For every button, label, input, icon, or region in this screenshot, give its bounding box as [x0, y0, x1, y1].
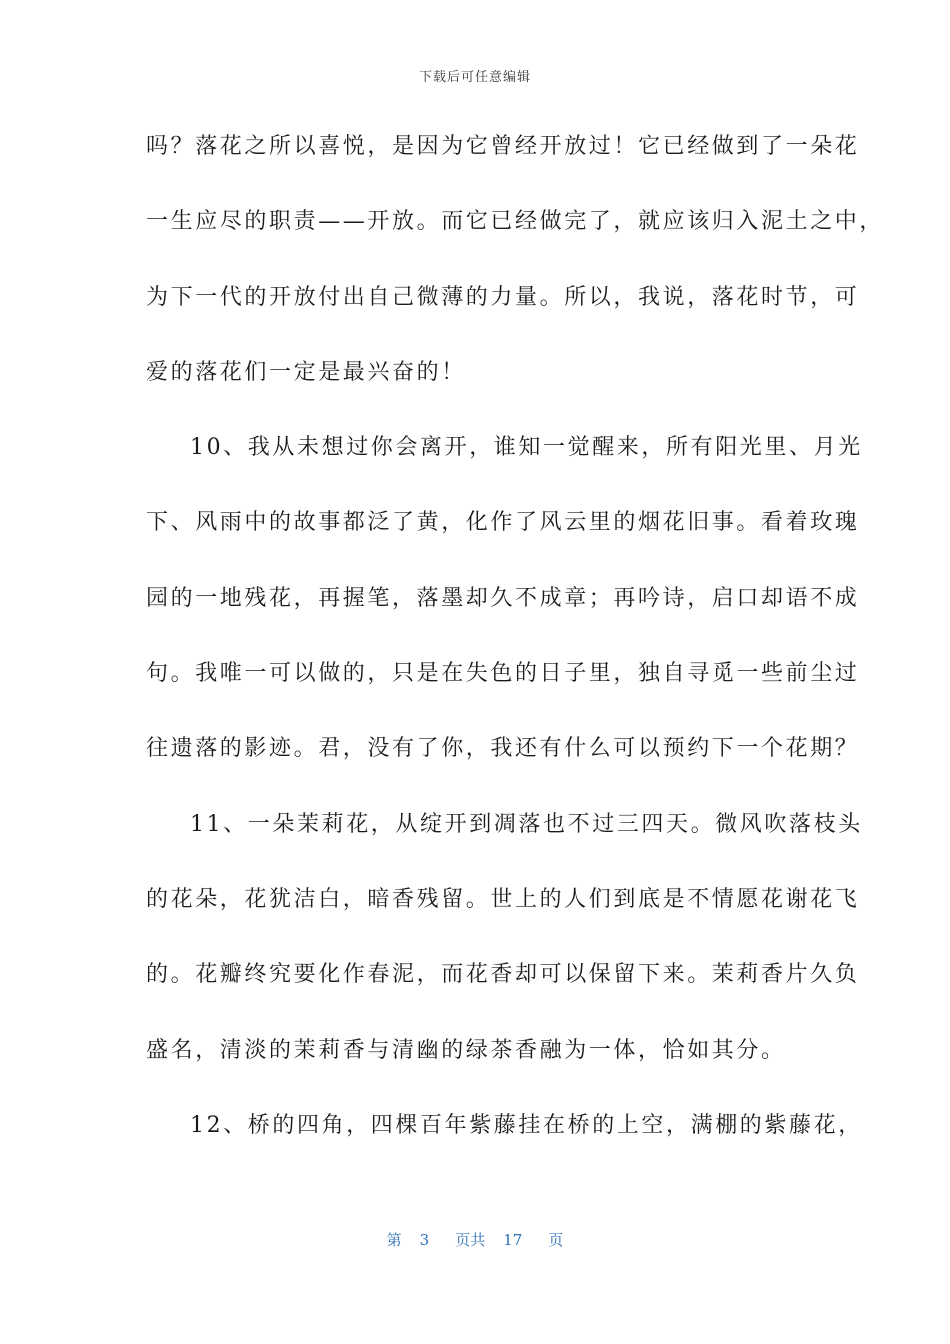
body-line: 往遗落的影迹。君，没有了你，我还有什么可以预约下一个花期？	[146, 736, 860, 762]
page-footer	[0, 1229, 950, 1250]
body-line: 一生应尽的职责——开放。而它已经做完了，就应该归入泥土之中，	[146, 209, 885, 235]
body-line: 句。我唯一可以做的，只是在失色的日子里，独自寻觅一些前尘过	[146, 661, 860, 687]
body-line: 的花朵，花犹洁白，暗香残留。世上的人们到底是不情愿花谢花飞	[146, 886, 860, 912]
body-line: 的。花瓣终究要化作春泥，而花香却可以保留下来。茉莉香片久负	[146, 962, 860, 988]
body-line: 园的一地残花，再握笔，落墨却久不成章；再吟诗，启口却语不成	[146, 585, 860, 611]
paragraph-12-start: 12、桥的四角，四棵百年紫藤挂在桥的上空，满棚的紫藤花，	[190, 1112, 863, 1138]
page-number: 3	[419, 1231, 430, 1249]
body-line: 爱的落花们一定是最兴奋的！	[146, 359, 466, 385]
page-header: 下载后可任意编辑	[418, 70, 531, 85]
body-line: 吗？落花之所以喜悦，是因为它曾经开放过！它已经做到了一朵花	[146, 134, 860, 159]
total-pages: 17	[503, 1231, 523, 1249]
body-line: 下、风雨中的故事都泛了黄，化作了风云里的烟花旧事。看着玫瑰	[146, 510, 860, 536]
page-suffix: 页	[548, 1231, 564, 1249]
body-line: 为下一代的开放付出自己微薄的力量。所以，我说，落花时节，可	[146, 284, 860, 310]
page-prefix: 第	[386, 1231, 402, 1249]
paragraph-10-start: 10、我从未想过你会离开，谁知一觉醒来，所有阳光里、月光	[190, 435, 863, 461]
paragraph-11-start: 11、一朵茉莉花，从绽开到凋落也不过三四天。微风吹落枝头	[190, 811, 863, 837]
page-mid: 页共	[455, 1231, 486, 1249]
document-body	[146, 118, 885, 1172]
body-line: 盛名，清淡的茉莉香与清幽的绿茶香融为一体，恰如其分。	[146, 1037, 786, 1063]
